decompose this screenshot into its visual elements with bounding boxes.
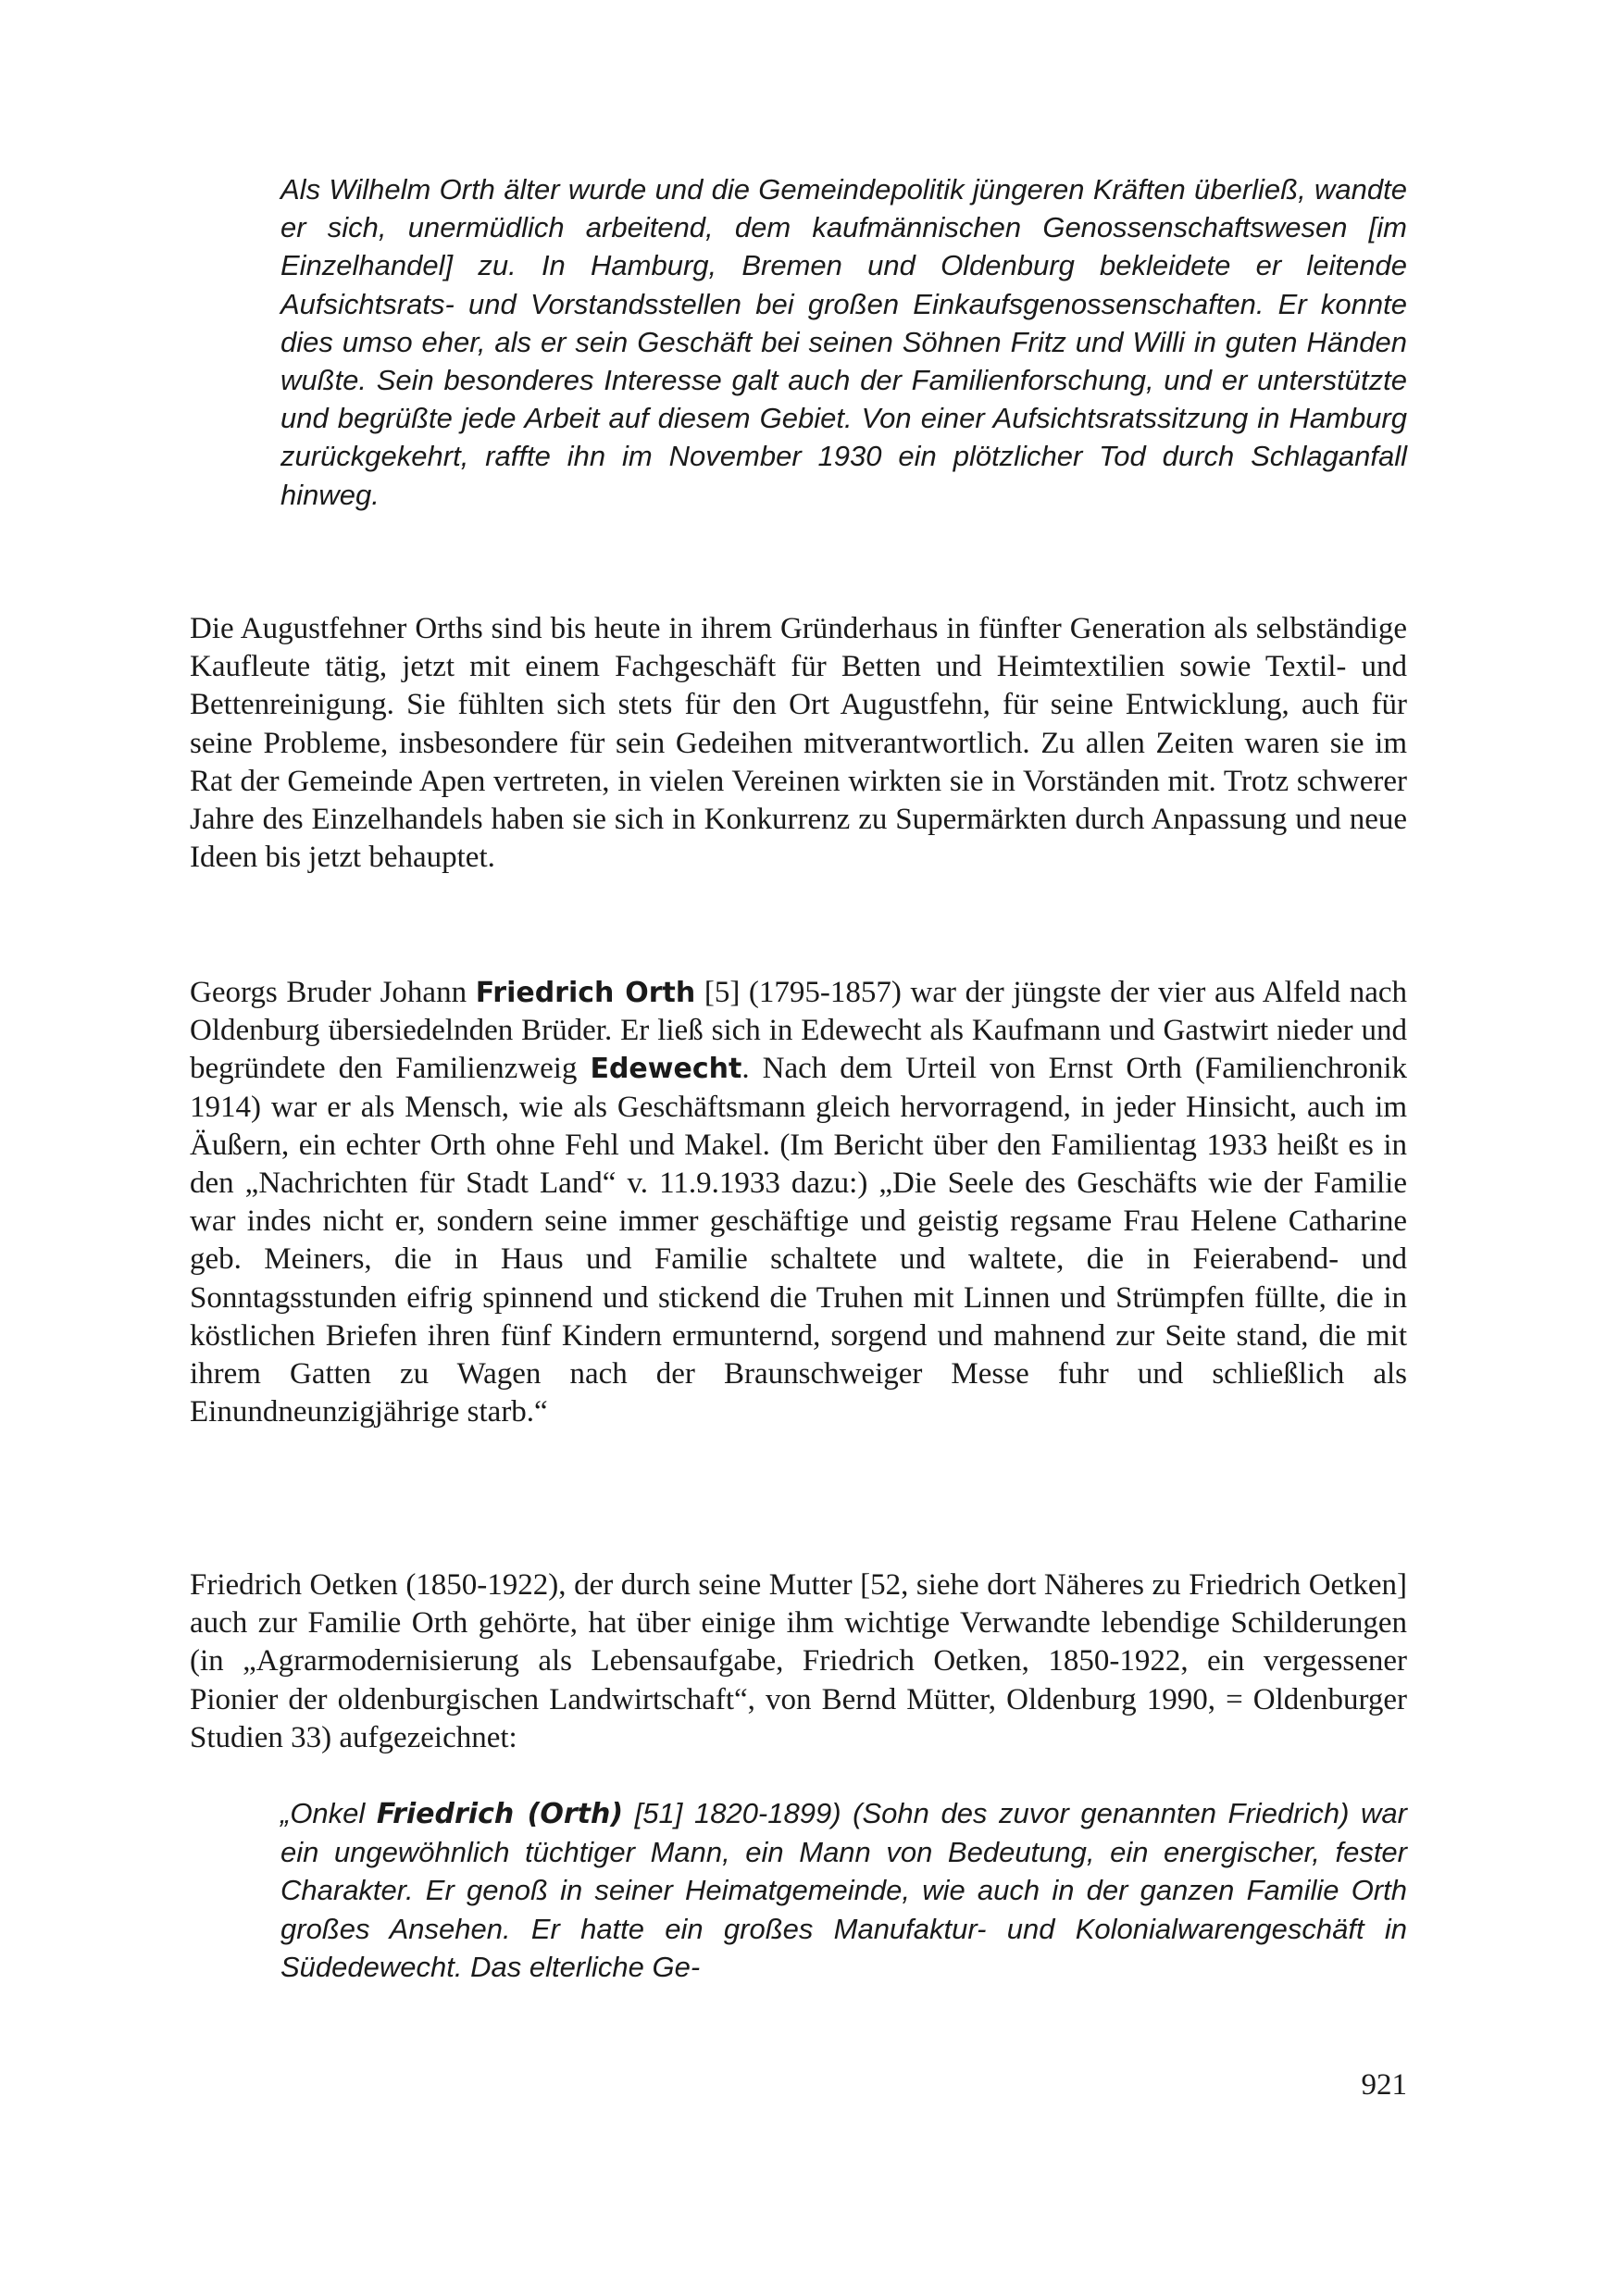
bold-name-friedrich-orth: Friedrich Orth (475, 977, 696, 1009)
bold-name-friedrich-orth-quote: Friedrich (Orth) (376, 1798, 624, 1830)
nested-italic-quote (280, 1794, 1407, 1986)
paragraph-text-segment: . Nach dem Urteil von Ernst Orth (Familienchronik 1914) war er als Mensch, wie als Geschäftsmann gleich hervorragend, in jeder Hinsicht, auch im Äußern, ein echter Orth ohne Fehl und Makel. (Im Bericht über den Familientag 1933 heißt es in den „Nachrichten für Stadt Land“ v. 11.9.1933 dazu:) „Die Seele des Geschäfts wie der Familie war indes nicht er, sondern seine immer geschäftige und geistig regsame Frau Helene Catharine geb. Meiners, die in Haus und Familie schaltete und waltete, die in Feierabend- und Sonntagsstunden eifrig spinnend und stickend die Truhen mit Linnen und Strümpfen füllte, die in köstlichen Briefen ihren fünf Kindern ermunternd, sorgend und mahnend zur Seite stand, die mit ihrem Gatten zu Wagen nach der Braunschweiger Messe fuhr und schließlich als Einundneunzigjährige starb.“ (190, 1052, 1407, 1429)
paragraph-text-segment: [5] (1795-1857) war der jüngste der vier aus Alfeld nach Oldenburg übersiedelnden Brüder. Er ließ sich in Edewecht als Kaufmann und Gastwirt nieder und begründete den Familienzweig (190, 976, 1407, 1086)
italic-quote-block: Als Wilhelm Orth älter wurde und die Gemeindepolitik jüngeren Kräften überließ, wandte er sich, unermüdlich arbeitend, dem kaufmännischen Genossenschaftswesen [im Einzelhandel] zu. In Hamburg, Bremen und Oldenburg bekleidete er leitende Aufsichtsrats- und Vorstandsstellen bei großen Einkaufsgenossenschaften. Er konnte dies umso eher, als er sein Geschäft bei seinen Söhnen Fritz und Willi in guten Händen wußte. Sein besonderes Interesse galt auch der Familienforschung, und er unterstützte und begrüßte jede Arbeit auf diesem Gebiet. Von einer Aufsichtsratssitzung in Hamburg zurückgekehrt, raffte ihn im November 1930 ein plötzlicher Tod durch Schlaganfall hinweg. (280, 173, 1407, 511)
page-number: 921 (1361, 2068, 1407, 2102)
paragraph-friedrich-orth (190, 974, 1407, 1431)
paragraph-augustfehner-orths: Die Augustfehner Orths sind bis heute in ihrem Gründerhaus in fünfter Generation als selbständige Kaufleute tätig, jetzt mit einem Fachgeschäft für Betten und Heimtextilien sowie Textil- und Bettenreinigung. Sie fühlten sich stets für den Ort Augustfehn, für seine Entwicklung, auch für seine Probleme, insbesondere für sein Gedeihen mitverantwortlich. Zu allen Zeiten waren sie im Rat der Gemeinde Apen vertreten, in vielen Vereinen wirkten sie in Vorständen mit. Trotz schwerer Jahre des Einzelhandels haben sie sich in Konkurrenz zu Supermärkten durch Anpassung und neue Ideen bis jetzt behauptet. (190, 612, 1407, 875)
paragraph-text-segment: Georgs Bruder Johann (190, 976, 476, 1009)
paragraph-friedrich-oetken: Friedrich Oetken (1850-1922), der durch seine Mutter [52, siehe dort Näheres zu Friedrich Oetken] auch zur Familie Orth gehörte, hat über einige ihm wichtige Verwandte lebendige Schilderungen (in „Agrarmodernisierung als Lebensaufgabe, Friedrich Oetken, 1850-1922, ein vergessener Pionier der oldenburgischen Landwirtschaft“, von Bernd Mütter, Oldenburg 1990, = Oldenburger Studien 33) aufgezeichnet: (190, 1568, 1407, 1754)
quote-text-segment: „Onkel (280, 1797, 377, 1829)
quote-text-segment: [51] 1820-1899) (Sohn des zuvor genannten Friedrich) war ein ungewöhnlich tüchtiger Mann, ein Mann von Bedeutung, ein energischer, fester Charakter. Er genoß in seiner Heimatgemeinde, wie auch in der ganzen Familie Orth großes Ansehen. Er hatte ein großes Manufaktur- und Kolonialwarengeschäft in Südedewecht. Das elterliche Ge- (280, 1797, 1407, 1983)
bold-place-edewecht: Edewecht (590, 1053, 742, 1086)
